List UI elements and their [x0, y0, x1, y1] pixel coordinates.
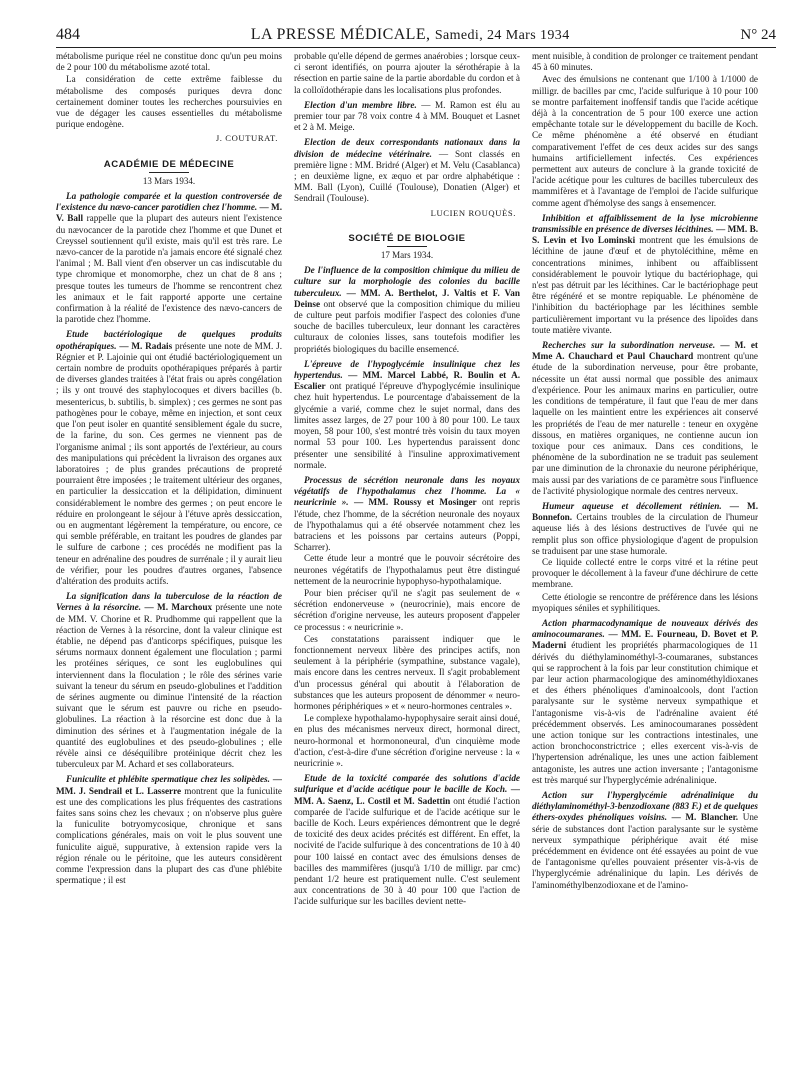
article-authors: — M. Radais [119, 340, 173, 351]
article [294, 359, 520, 471]
article [532, 501, 758, 614]
article-text: Une série de substances dont l'action paralysante sur le système nerveux sympathique périphérique avait été mise précédemment en évidence ont été essayées au point de vue de l'antagonisme qu'elles pouvaient présenter vis-à-vis de l'hyperglycémie adrénalinique du lapin. Les dérivés de l'aminométhylbenzodioxane et de l'amino- [532, 812, 758, 890]
article-title: Humeur aqueuse et décollement rétinien. [542, 500, 722, 511]
article-authors: — MM. E. Fourneau, D. Bovet et P. Maderni [532, 629, 758, 651]
article-authors: — M. et Mme A. Chauchard et Paul Chauchard [532, 340, 758, 362]
article-authors: — M. V. Ball [56, 202, 282, 224]
section-title: ACADÉMIE DE MÉDECINE [103, 158, 235, 170]
article-title: L'épreuve de l'hypoglycémie insulinique chez les hypertendus. [294, 358, 520, 381]
paragraph: Pour bien préciser qu'il ne s'agit pas seulement de « sécrétion endonerveuse » (neurocrinie), mais encore de sécrétion d'origine nerveuse, les auteurs proposent d'appeler ce processus : « neuricrinie ». [294, 587, 520, 632]
article-authors: — MM. Roussy et Mosinger [353, 497, 477, 508]
article [56, 591, 282, 770]
page-header [56, 26, 776, 48]
column-2 [294, 51, 520, 1071]
paragraph: Ce liquide collecté entre le corps vitré et la rétine peut provoquer le décollement à la faveur d'une déchirure de cette membrane. [532, 556, 758, 590]
paragraph: ment nuisible, à condition de prolonger ce traitement pendant 45 à 60 minutes. [532, 51, 758, 73]
page-number: 484 [56, 26, 80, 43]
article-text: ont repris l'étude, chez l'homme, de la sécrétion neuronale des noyaux de l'hypothalamus qui a été observée notamment chez les batraciens et les poissons par certains auteurs (Poppi, Scharrer). [294, 497, 520, 553]
paragraph: probable qu'elle dépend de germes anaérobies ; lorsque ceux-ci seront identifiés, on pourra ajouter la sérothérapie à la résection en partie saine de la partie abordable du cordon et à la colloïdothérapie dans les localisations plus profondes. [294, 51, 520, 95]
section-divider [387, 246, 427, 247]
article-title: Etude bactériologique de quelques produits opothérapiques. [56, 329, 282, 351]
article-authors: — MM. J. Sendrail et L. Lasserre [56, 774, 282, 796]
article-title: Election d'un membre libre. [304, 99, 417, 110]
article [532, 340, 758, 497]
article-text: ont pratiqué l'épreuve d'hypoglycémie insulinique chez huit hypertendus. Le pourcentage d'abaissement de la glycémie a varié, comme chez le sujet normal, dans des limites assez larges, de 27 pour 100 à 80 pour 100. Le taux moyen, 58 pour 100, s'est montré très voisin du taux moyen normal 53 pour 100. Les hypertendus paraissent donc présenter une sensibilité à l'insuline approximativement normale. [294, 381, 520, 470]
paragraph: Ces constatations paraissent indiquer que le fonctionnement nerveux libère des principes actifs, non seulement à la périphérie (sympathine, substance vagale), mais encore dans les centres nerveux. Il s'agit probablement d'un processus général qui aboutit à l'élaboration de substances que les auteurs proposent de dénommer « neuro-hormones périphériques » et « neuro-hormones centrales ». [294, 633, 520, 711]
article [56, 329, 282, 587]
article-authors: — M. Blancher. [671, 812, 739, 823]
column-3 [532, 51, 758, 1071]
article [532, 213, 758, 336]
text-columns [56, 51, 776, 1071]
article-title: Action sur l'hyperglycémie adrénalinique du diéthylaminométhyl-3-benzodioxane (883 F.) et de quelques éthers-oxydes phénoliques voisins. [532, 790, 758, 823]
article-text: étudient les propriétés pharmacologiques de 11 dérivés du diéthylaminométhyl-3-coumaranes, substances qui se rapprochent à la fois par leur constitution chimique et par leur action pharmacologique des aminométhyldioxanes et des éthers phénoliques d'aminoalcools, dont l'action paralysante sur le système nerveux sympathique et l'antagonisme vis-à-vis de l'adrénaline avaient été précédemment observés. Les aminocoumaranes possèdent une action tonique sur les contractions intestinales, une action bronchoconstrictrice ; elles exercent vis-à-vis de l'hypertension adrénalique, les unes une action faiblement antagoniste, les autres une action inversante ; l'antagonisme est très marqué sur l'hyperglycémie adrénalinique. [532, 640, 758, 785]
article-text: ont étudié l'action comparée de l'acide sulfurique et de l'acide acétique sur le bacille de Koch. Leurs expériences démontrent que le degré de toxicité des deux acides précités est différent. En effet, la nocivité de l'acide sulfurique à des concentrations de 10 à 40 pour 100 laissé en contact avec des émulsions denses de bacilles des mammifères (jusqu'à 1/10 de milligr. par cmc) pendant 1/2 heure est pratiquement nulle. C'est seulement aux concentrations de 30 à 40 pour 100 que l'action de l'acide sulfurique sur les bacilles devient nette- [294, 795, 520, 907]
article-title: La pathologie comparée et la question controversée de l'existence du nævo-cancer parotidien chez l'homme. [56, 191, 282, 213]
publication-date: Samedi, 24 Mars 1934 [434, 28, 570, 43]
article-title: Recherches sur la subordination nerveuse. [542, 340, 716, 351]
article-text: présente une note de MM. J. Régnier et P. Lajoinie qui ont étudié bactériologiquement un certain nombre de produits opothérapiques préparés à partir de diverses glandes traitées à l'état frais ou après congélation ; ils y ont trouvé des staphylocoques et divers bacilles (b. mesentericus, b. subtilis, b. simplex) ; ces germes ne sont pas pathogènes pour le cobaye, même en injection, et sont ceux que l'on peut isoler en quantité sensiblement égale du sucre, de la farine, du son. Ces germes ne viennent pas de l'organisme animal ; ils sont apportés de l'extérieur, au cours des manipulations qui précèdent la livraison des organes aux laboratoires ; de plus grandes précautions de propreté pourraient être imposées ; le traitement ultérieur des organes, en particulier la dessiccation et la délipidation, diminuent considérablement le nombre des germes ; on peut encore le réduire en prolongeant le séjour à l'étuve après dessiccation, ou en augmentant légèrement la température, ou encore, ce qui semble préférable, en traitant les poudres de glandes par le sulfure de carbone ; ces procédés ne modifient pas la teneur en adrénaline des poudres de surrénale ; il y aurait lieu de vérifier, pour les poudres d'autres organes, l'absence d'altération des produits actifs. [56, 340, 282, 586]
article-text: présente une note de MM. V. Chorine et R. Prudhomme qui rappellent que la réaction de Vernes à la résorcine, dont la valeur clinique est établie, ne dépend pas d'anticorps spécifiques, puisque les sérums normaux donnent également une floculation ; parmi les protéines sériques, ce sont les euglobulines qui interviennent dans la floculation ; le rôle des sérines varie suivant la teneur du sérum en pseudo-globulines et l'addition de sérines augmente ou diminue l'intensité de la réaction suivant que le sérum est pauvre ou riche en pseudo-globulines. La réaction à la résorcine est donc due à la diminution des sérines et à l'augmentation inégale de la quantité des euglobulines et des pseudo-globulines ; elle révèle ainsi ce déséquilibre protéinique décrit chez les tuberculeux par M. Achard et ses collaborateurs. [56, 602, 282, 770]
column-1 [56, 51, 282, 1071]
article-title: Funiculite et phlébite spermatique chez les solipèdes. [66, 774, 270, 785]
article-title: Inhibition et affaiblissement de la lyse microbienne transmissible en présence de diverses lécithines. [532, 212, 758, 235]
article-text: montrent qu'une étude de la subordination nerveuse, pour être probante, nécessite un état aussi normal que possible des animaux d'expérience. Pour les animaux marins en particulier, outre les conditions de température, il faut que l'eau de mer dans laquelle on les maintient entre les expériences ait conservé les propriétés de l'eau de mer naturelle : teneur en oxygène dissous, en matières organiques, ne contienne aucun ion toxique pour ces animaux. Dans ces conditions, le phénomène de la subordination ne se traduit pas seulement par une diminution de la chronaxie du neurone périphérique, mais aussi par des variations de ce paramètre sous l'influence de l'activité physiologique normale des centres nerveux. [532, 351, 758, 496]
article-authors: — M. Marchoux [144, 602, 213, 613]
article [294, 475, 520, 769]
author-signature: J. COUTURAT. [215, 133, 278, 144]
paragraph: La considération de cette extrême faiblesse du métabolisme des composés puriques devra donc certainement dominer toutes les recherches poursuivies en vue de dégager les causes essentielles du métabolisme purique endogène. [56, 74, 282, 130]
article [294, 100, 520, 134]
article-authors: — MM. A. Berthelot, J. Valtis et F. Van Deinse [294, 287, 520, 309]
section-date: 17 Mars 1934. [380, 250, 434, 261]
article [294, 137, 520, 204]
article-authors: — MM. Marcel Labbé, R. Boulin et A. Escalier [294, 370, 520, 392]
section-title: SOCIÉTÉ DE BIOLOGIE [348, 232, 466, 244]
article-text: Certains troubles de la circulation de l'humeur aqueuse liés à des lésions destructives de l'uvée qui ne remplit plus son office physiologique d'agent de propulsion se traduisent par une stase humorale. [532, 512, 758, 556]
article [532, 618, 758, 786]
article [56, 191, 282, 325]
article-title: Etude de la toxicité comparée des solutions d'acide sulfurique et d'acide acétique pour le bacille de Koch. [294, 773, 520, 795]
paragraph: métabolisme purique réel ne constitue donc qu'un peu moins de 2 pour 100 du métabolisme azoté total. [56, 51, 282, 73]
article-title: Action pharmacodynamique de nouveaux dérivés des aminocoumaranes. [532, 617, 758, 640]
author-signature: LUCIEN ROUQUÈS. [430, 207, 516, 218]
article-authors: — M. Bonnefon. [532, 500, 758, 523]
article-text: montrent que la funiculite est une des complications les plus fréquentes des castrations faites sans soins chez les chevaux ; on n'observe plus guère la funiculite botryomycosique, chronique et sans complications générales, mais on voit le plus souvent une funiculite aiguë, suppurative, à extension rapide vers la région rénale ou le péritoine, que les auteurs considèrent comme l'expression dans la plupart des cas d'une phlébite spermatique ; il est [56, 785, 282, 886]
article-authors: — MM. B. S. Levin et Ivo Lominski [532, 224, 758, 246]
paragraph: Avec des émulsions ne contenant que 1/100 à 1/1000 de milligr. de bacilles par cmc, l'acide sulfurique à 10 pour 100 se montre parfaitement inoffensif tandis que l'acide acétique déjà à la concentration de 5 pour 100 exerce une action empêchante totale sur le développement du bacille de Koch. Ce même phénomène a été observé en étudiant comparativement l'effet de ces deux acides sur des sangs humains artificiellement infectés. Ces expériences permettent aux auteurs de conclure à la grande toxicité de l'acide acétique pour les cultures de bacilles tuberculeux des mammifères et à l'avantage de l'emploi de l'acide sulfurique comme agent d'hémolyse des sangs à ensemencer. [532, 74, 758, 208]
article [294, 773, 520, 907]
article-text: montrent que les émulsions de lécithine de jaune d'œuf et de phytolécithine, même en concentrations minimes, inhibent ou affaiblissent considérablement le pouvoir lytique du bactériophage, qui n'est pas détruit par les lécithines. Car le bactériophage peut être régénéré et se montre repiquable. Le phénomène de l'inhibition du bactériophage par les lécithines semble particulièrement important vu la présence des lipoïdes dans toute matière vivante. [532, 235, 758, 335]
article [532, 790, 758, 891]
article-title: De l'influence de la composition chimique du milieu de culture sur la morphologie des colonies du bacille tuberculeux. [294, 265, 520, 298]
publication-title [251, 26, 570, 44]
section-divider [149, 172, 189, 173]
article-text: — M. Ramon est élu au premier tour par 78 voix contre 4 à MM. Bouquet et Lasnet et 2 à M. Meige. [294, 99, 520, 133]
issue-number: N° 24 [740, 27, 776, 43]
article-title: La signification dans la tuberculose de la réaction de Vernes à la résorcine. [56, 591, 282, 613]
article-text: ont observé que la composition chimique du milieu de culture peut parfois modifier l'aspect des colonies d'une souche de bacilles tuberculeux, leur donnant les caractères culturaux de colonies lisses, sans toutefois modifier les propriétés biologiques du bacille ensemencé. [294, 298, 520, 354]
article-text: rappelle que la plupart des auteurs nient l'existence du nævocancer de la parotide chez l'homme et que Dunet et Creyssel soutiennent qu'il existe, mais qu'il est très rare. Le nævo-cancer de la parotide n'a jamais encore été signalé chez l'animal ; M. Ball vient d'en observer un cas indiscutable du type chromique et monomorphe, chez un chat de 8 ans ; presque toutes les tumeurs de l'homme se rencontrent chez les animaux et le fait rapporté apporte une certaine confirmation à la réalité de l'existence des nævo-cancers de la parotide chez l'homme. [56, 213, 282, 325]
paragraph: Le complexe hypothalamo-hypophysaire serait ainsi doué, en plus des mécanismes nerveux direct, hormonal direct, neuro-hormonal et hormononeural, d'un cinquième mode d'action, c'est-à-dire d'une sécrétion d'origine nerveuse : la « neuricrinie ». [294, 713, 520, 768]
article-title: Election de deux correspondants nationaux dans la division de médecine vétérinaire. [294, 137, 520, 159]
section-date: 13 Mars 1934. [142, 175, 196, 186]
paragraph: Cette étude leur a montré que le pouvoir sécrétoire des neurones végétatifs de l'hypothalamus peut être distingué nettement de la neurocrinie hypophyso-hypothalamique. [294, 553, 520, 586]
article [294, 265, 520, 355]
article-authors: — MM. A. Saenz, L. Costil et M. Sadettin [294, 784, 520, 806]
publication-name: LA PRESSE MÉDICALE, [250, 26, 431, 43]
article [56, 774, 282, 886]
article-title: Processus de sécrétion neuronale dans les noyaux végétatifs de l'hypothalamus chez l'homme. La « neuricrinie ». [294, 474, 520, 508]
article-text: — Sont classés en première ligne : MM. Bridré (Alger) et M. Velu (Casablanca) ; en deuxième ligne, ex æquo et par ordre alphabétique : MM. Ball (Lyon), Cuillé (Toulouse), Donatien (Alger) et Sendrail (Toulouse). [294, 148, 520, 204]
paragraph: Cette étiologie se rencontre de préférence dans les lésions myopiques séniles et syphilitiques. [532, 591, 758, 613]
